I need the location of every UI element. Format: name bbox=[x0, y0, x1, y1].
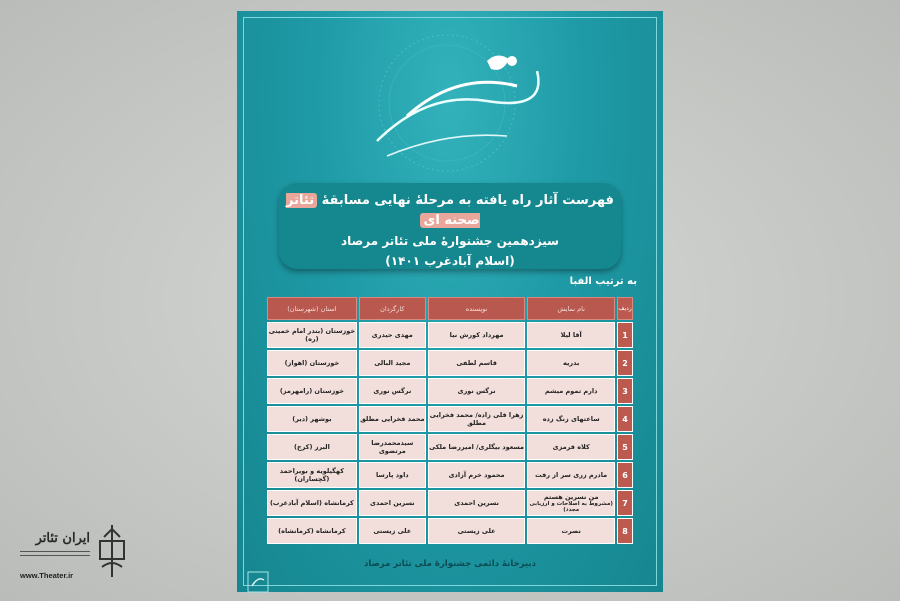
play-name: دارم تموم میشم bbox=[527, 378, 615, 404]
director: محمد فخرایی مطلق bbox=[359, 406, 426, 432]
play-name: مادرم زری سر از رفت bbox=[527, 462, 615, 488]
row-number: 5 bbox=[617, 434, 633, 460]
province: خوزستان (بندر امام خمینی (ره) bbox=[267, 322, 357, 348]
province: بوشهر (دیر) bbox=[267, 406, 357, 432]
table-row bbox=[267, 490, 633, 516]
director: علی زیستی bbox=[359, 518, 426, 544]
writer: مسعود بیگلری/ امیررضا ملکی bbox=[428, 434, 526, 460]
row-number: 3 bbox=[617, 378, 633, 404]
table-row bbox=[267, 322, 633, 348]
headline-highlight: تئاتر صحنه ای bbox=[286, 193, 480, 228]
row-number: 6 bbox=[617, 462, 633, 488]
play-name-text: من نسرین هستم bbox=[543, 493, 599, 501]
writer: زهرا قلی زاده/ محمد فخرایی مطلق bbox=[428, 406, 526, 432]
poster-headline bbox=[279, 183, 621, 269]
play-name: بدریه bbox=[527, 350, 615, 376]
headline-line-2: سیزدهمین جشنوارهٔ ملی تئاتر مرصاد bbox=[341, 234, 559, 248]
writer: نسرین احمدی bbox=[428, 490, 526, 516]
province: البرز (کرج) bbox=[267, 434, 357, 460]
province: خوزستان (رامهرمز) bbox=[267, 378, 357, 404]
table-row bbox=[267, 378, 633, 404]
table-row bbox=[267, 350, 633, 376]
director: مهدی حیدری bbox=[359, 322, 426, 348]
table-row bbox=[267, 406, 633, 432]
secretariat-footer: دبیرخانهٔ دائمی جشنوارهٔ ملی تئاتر مرصاد bbox=[364, 559, 536, 569]
play-name: ساعتهای زنگ زده bbox=[527, 406, 615, 432]
director: مجید البالی bbox=[359, 350, 426, 376]
row-number: 7 bbox=[617, 490, 633, 516]
row-number: 1 bbox=[617, 322, 633, 348]
writer: مهرداد کورش نیا bbox=[428, 322, 526, 348]
row-number: 8 bbox=[617, 518, 633, 544]
brand-subtitle-lines bbox=[20, 551, 90, 556]
play-name bbox=[527, 490, 615, 516]
province: کهگیلویه و بویراحمد (گچساران) bbox=[267, 462, 357, 488]
header-row-number: ردیف bbox=[617, 297, 633, 320]
province: خوزستان (اهواز) bbox=[267, 350, 357, 376]
finalists-table bbox=[265, 295, 635, 546]
headline-line-1 bbox=[279, 191, 621, 231]
play-name: کلاه قرمزی bbox=[527, 434, 615, 460]
play-name: آقا لیلا bbox=[527, 322, 615, 348]
iran-theater-brand bbox=[18, 523, 130, 585]
table-row bbox=[267, 462, 633, 488]
header-play-name: نام نمایش bbox=[527, 297, 615, 320]
row-number: 2 bbox=[617, 350, 633, 376]
headline-line-1-text: فهرست آثار راه یافته به مرحلهٔ نهایی مسابقهٔ bbox=[321, 193, 614, 208]
header-province: استان (شهرستان) bbox=[267, 297, 357, 320]
festival-logo-emblem bbox=[337, 31, 557, 181]
table-header-row bbox=[267, 297, 633, 320]
poster bbox=[237, 11, 663, 592]
table-row bbox=[267, 518, 633, 544]
director: داود پارسا bbox=[359, 462, 426, 488]
director: نرگس نوری bbox=[359, 378, 426, 404]
writer: علی زیستی bbox=[428, 518, 526, 544]
writer: محمود خرم آزادی bbox=[428, 462, 526, 488]
sort-order-label: به ترتیب الفبا bbox=[569, 276, 637, 287]
iran-theater-logo-icon bbox=[94, 523, 130, 579]
play-name: نصرت bbox=[527, 518, 615, 544]
festival-small-logo-icon bbox=[247, 571, 269, 593]
brand-title: ایران تئاتر bbox=[35, 531, 90, 546]
row-number: 4 bbox=[617, 406, 633, 432]
header-writer: نویسنده bbox=[428, 297, 526, 320]
headline-line-3: (اسلام آبادغرب ۱۴۰۱) bbox=[385, 254, 515, 268]
director: سیدمحمدرضا مرتضوی bbox=[359, 434, 426, 460]
director: نسرین احمدی bbox=[359, 490, 426, 516]
play-name-note: (مشروط به اصلاحات و ارزیابی مجدد) bbox=[529, 501, 613, 513]
writer: نرگس نوری bbox=[428, 378, 526, 404]
table-row bbox=[267, 434, 633, 460]
header-director: کارگردان bbox=[359, 297, 426, 320]
brand-url: www.Theater.ir bbox=[20, 571, 74, 580]
writer: قاسم لطفی bbox=[428, 350, 526, 376]
province: کرمانشاه (اسلام آبادغرب) bbox=[267, 490, 357, 516]
province: کرمانشاه (کرمانشاه) bbox=[267, 518, 357, 544]
